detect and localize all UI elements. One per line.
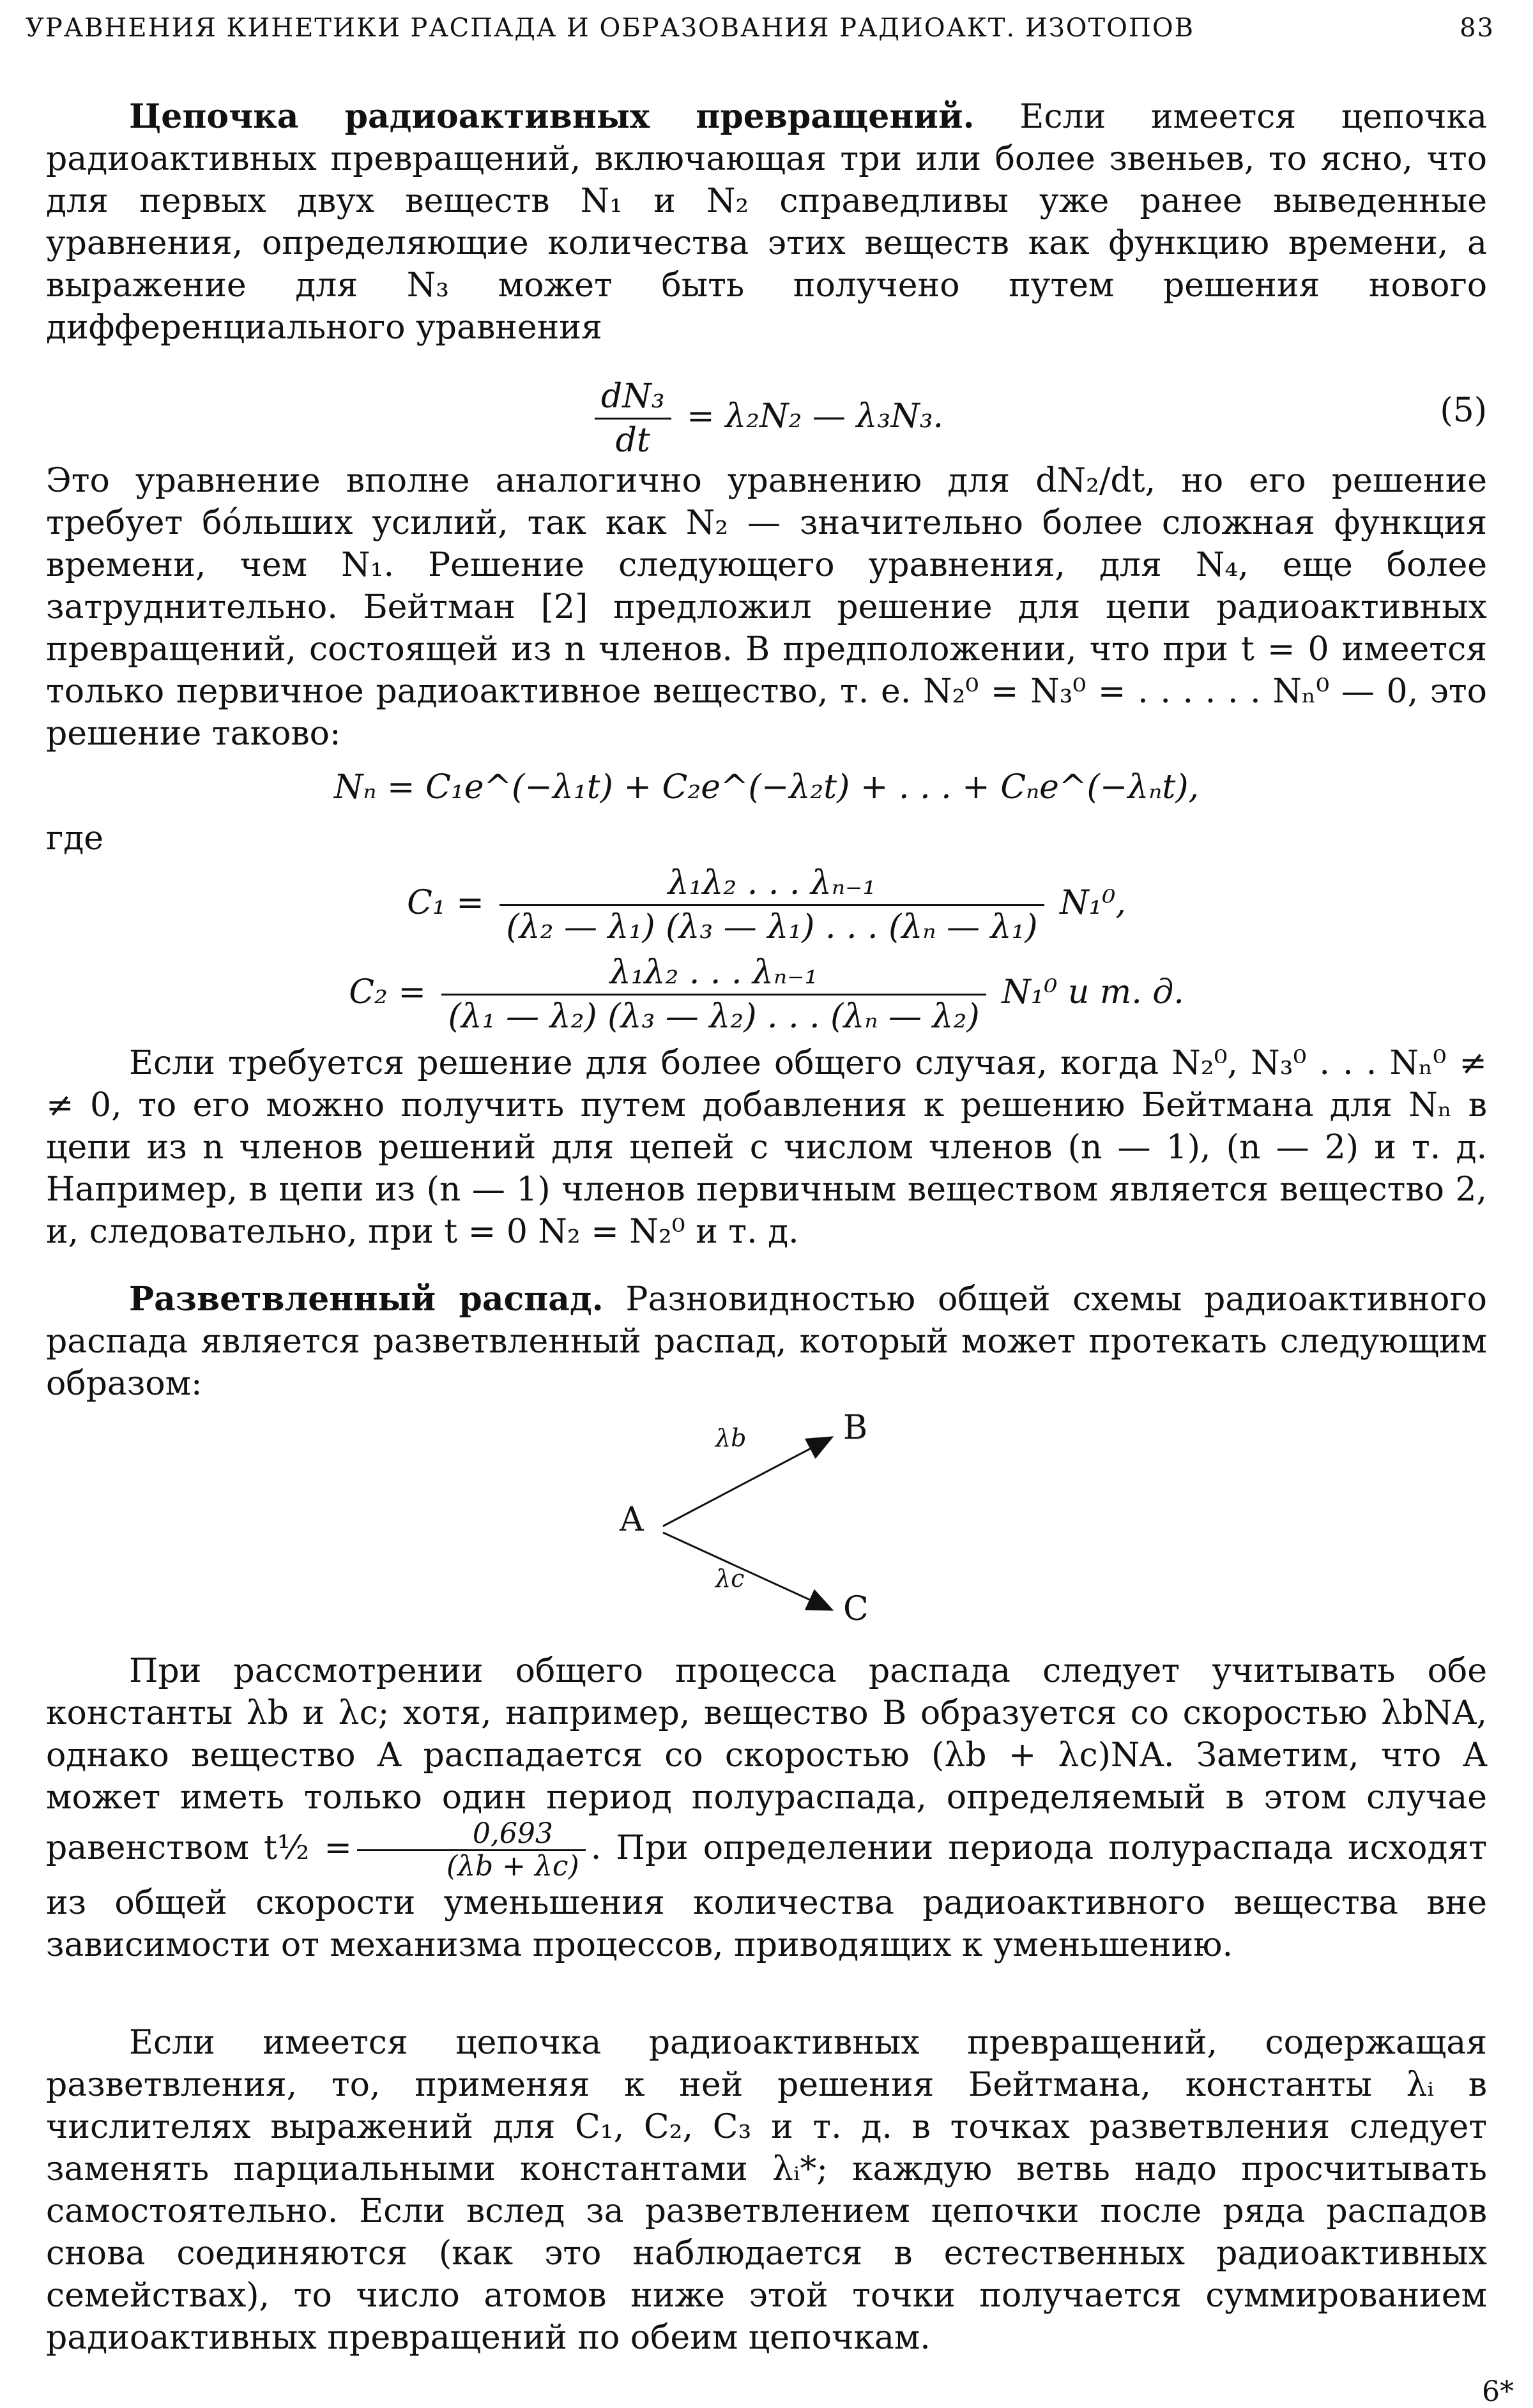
section2-p2-part1: При рассмотрении общего процесса распада следует учитывать обе константы λb и λc; хотя, например, вещество B образуется со скоростью λbNA, однако вещество A распадается со скоростью (λb + λc)NA. Заметим, что A может иметь только один период полураспада, определяемый в этом случае равенством t½ = xyxy=(46,1652,1487,1867)
rate-c-label: λc xyxy=(715,1564,745,1593)
section2-p3-text: Если имеется цепочка радиоактивных превращений, содержащая разветвления, то, применяя к ней решения Бейтмана, константы λᵢ в числителях выражений для C₁, C₂, C₃ и т. д. в точках разветвления следует заменять парциальными константами λᵢ*; каждую ветвь надо просчитывать самостоятельно. Если вслед за разветвлением цепочки после ряда распадов снова соединяются (как это наблюдается в естественных радиоактивных семействах), то число атомов ниже этой точки получается суммированием радиоактивных превращений по обеим цепочкам. xyxy=(46,2024,1487,2357)
page-number: 83 xyxy=(1460,13,1495,43)
c2-lhs: C₂ = xyxy=(349,973,426,1011)
half-life-fraction xyxy=(357,1819,586,1882)
arrow-a-to-c xyxy=(663,1533,830,1609)
arrow-a-to-b xyxy=(663,1438,830,1526)
c1-fraction xyxy=(500,862,1044,948)
c1-lhs: C₁ = xyxy=(407,884,484,922)
eq5-number: (5) xyxy=(1440,391,1487,430)
c2-numerator: λ₁λ₂ . . . λₙ₋₁ xyxy=(441,951,986,996)
where-label: где xyxy=(46,819,104,858)
node-a: A xyxy=(620,1501,644,1539)
section2-paragraph2 xyxy=(46,1650,1487,1966)
rate-b-label: λb xyxy=(715,1424,747,1452)
section1-paragraph2 xyxy=(46,460,1487,755)
bateman-equation: Nₙ = C₁e^(−λ₁t) + C₂e^(−λ₂t) + . . . + Cₙe^(−λₙt), xyxy=(333,768,1200,806)
branching-decay-diagram xyxy=(613,1398,907,1635)
section1-paragraph1 xyxy=(46,96,1487,349)
equation-5 xyxy=(46,375,1487,462)
running-head xyxy=(26,9,1495,47)
section2-p2-part2: . При определении периода полураспада исходят из общей скорости уменьшения количества радиоактивного вещества вне зависимости от механизма процессов, приводящих к уменьшению. xyxy=(46,1829,1487,1964)
c2-denominator: (λ₁ — λ₂) (λ₃ — λ₂) . . . (λₙ — λ₂) xyxy=(448,997,980,1036)
c1-tail: N₁⁰, xyxy=(1060,884,1126,922)
eq5-rhs: = λ₂N₂ — λ₃N₃. xyxy=(687,397,944,435)
section1-p3-text: Если требуется решение для более общего случая, когда N₂⁰, N₃⁰ . . . Nₙ⁰ ≠ ≠ 0, то его можно получить путем добавления к решению Бейтмана для Nₙ в цепи из n членов решений для цепей с числом членов (n — 1), (n — 2) и т. д. Например, в цепи из (n — 1) членов первичным веществом является вещество 2, и, следовательно, при t = 0 N₂ = N₂⁰ и т. д. xyxy=(46,1044,1487,1251)
signature-mark: 6* xyxy=(1482,2375,1514,2408)
section2-paragraph1 xyxy=(46,1278,1487,1405)
section1-p2-text: Это уравнение вполне аналогично уравнению для dN₂/dt, но его решение требует бо́льших усилий, так как N₂ — значительно более сложная функция времени, чем N₁. Решение следующего уравнения, для N₄, еще более затруднительно. Бейтман [2] предложил решение для цепи радиоактивных превращений, состоящей из n членов. В предположении, что при t = 0 имеется только первичное радиоактивное вещество, т. е. N₂⁰ = N₃⁰ = . . . . . . Nₙ⁰ — 0, это решение таково: xyxy=(46,462,1487,753)
eq5-fraction xyxy=(595,375,671,462)
section1-paragraph3 xyxy=(46,1042,1487,1253)
eq5-numerator: dN₃ xyxy=(595,375,671,420)
section2-paragraph3 xyxy=(46,2022,1487,2359)
c2-fraction xyxy=(441,951,986,1038)
c1-numerator: λ₁λ₂ . . . λₙ₋₁ xyxy=(500,862,1044,906)
section1-heading: Цепочка радиоактивных превращений. xyxy=(129,97,975,136)
c2-tail: N₁⁰ и т. д. xyxy=(1002,973,1184,1011)
running-head-title: УРАВНЕНИЯ КИНЕТИКИ РАСПАДА И ОБРАЗОВАНИЯ РАДИОАКТ. ИЗОТОПОВ xyxy=(26,13,1195,43)
node-b: B xyxy=(843,1409,868,1447)
half-life-denominator: (λb + λc) xyxy=(446,1850,579,1882)
half-life-numerator: 0,693 xyxy=(357,1819,586,1851)
section1-p1-text: Если имеется цепочка радиоактивных превращений, включающая три или более звеньев, то ясно, что для первых двух веществ N₁ и N₂ справедливы уже ранее выведенные уравнения, определяющие количества этих веществ как функцию времени, а выражение для N₃ может быть получено путем решения нового дифференциального уравнения xyxy=(46,98,1487,347)
c1-equation xyxy=(46,862,1487,948)
section2-p1-text: Разновидностью общей схемы радиоактивного распада является разветвленный распад, который может протекать следующим образом: xyxy=(46,1280,1487,1403)
section2-heading: Разветвленный распад. xyxy=(129,1280,604,1319)
eq5-denominator: dt xyxy=(615,421,650,460)
c2-equation xyxy=(46,951,1487,1038)
node-c: C xyxy=(843,1590,869,1628)
c1-denominator: (λ₂ — λ₁) (λ₃ — λ₁) . . . (λₙ — λ₁) xyxy=(506,908,1038,946)
